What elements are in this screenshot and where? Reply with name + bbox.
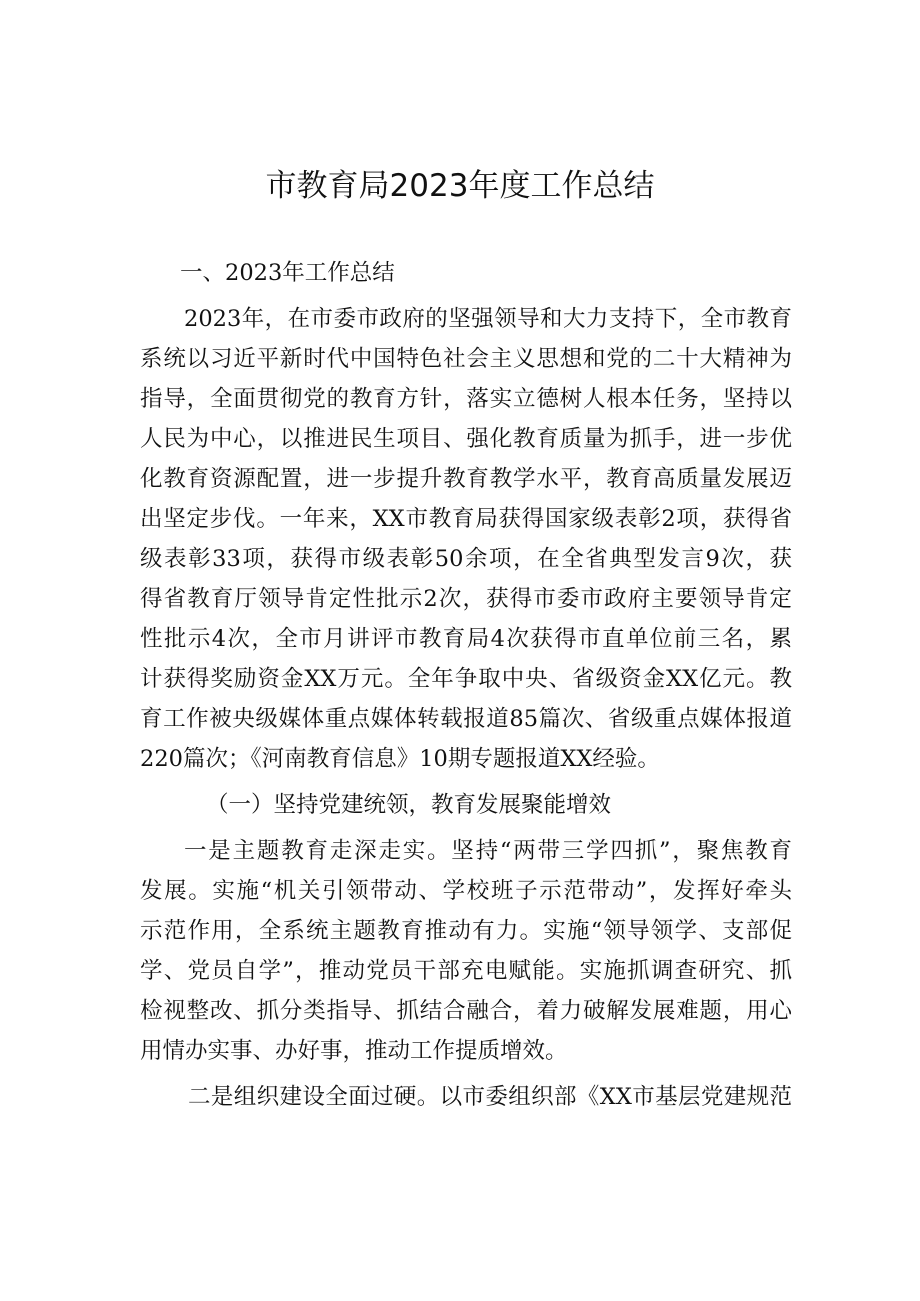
document-title: 市教育局2023年度工作总结 <box>265 168 655 204</box>
paragraph-line: 出坚定步伐。一年来，XX市教育局获得国家级表彰2项，获得省 <box>140 506 792 532</box>
paragraph-line: 得省教育厅领导肯定性批示2次，获得市委市政府主要领导肯定 <box>140 586 792 612</box>
paragraph-line: 示范作用，全系统主题教育推动有力。实施“领导领学、支部促 <box>140 918 792 944</box>
paragraph-line: 指导，全面贯彻党的教育方针，落实立德树人根本任务，坚持以 <box>140 386 792 412</box>
paragraph-line: 级表彰33项，获得市级表彰50余项，在全省典型发言9次，获 <box>140 546 792 572</box>
paragraph-line: 计获得奖励资金XX万元。全年争取中央、省级资金XX亿元。教 <box>140 666 792 692</box>
paragraph-line: 系统以习近平新时代中国特色社会主义思想和党的二十大精神为 <box>140 346 792 372</box>
paragraph-line: 一是主题教育走深走实。坚持“两带三学四抓”，聚焦教育 <box>184 838 792 864</box>
paragraph-line: 检视整改、抓分类指导、抓结合融合，着力破解发展难题，用心 <box>140 998 792 1024</box>
subsection-heading: （一）坚持党建统领，教育发展聚能增效 <box>206 792 612 818</box>
paragraph-line: 二是组织建设全面过硬。以市委组织部《XX市基层党建规范 <box>188 1084 792 1110</box>
paragraph-line: 化教育资源配置，进一步提升教育教学水平，教育高质量发展迈 <box>140 466 792 492</box>
paragraph-line: 育工作被央级媒体重点媒体转载报道85篇次、省级重点媒体报道 <box>140 706 792 732</box>
paragraph-line: 学、党员自学”，推动党员干部充电赋能。实施抓调查研究、抓 <box>140 958 792 984</box>
paragraph-line: 用情办实事、办好事，推动工作提质增效。 <box>140 1038 568 1064</box>
paragraph-line: 220篇次；《河南教育信息》10期专题报道XX经验。 <box>140 746 660 772</box>
paragraph-line: 人民为中心，以推进民生项目、强化教育质量为抓手，进一步优 <box>140 426 792 452</box>
paragraph-line: 2023年，在市委市政府的坚强领导和大力支持下，全市教育 <box>184 306 792 332</box>
section-heading: 一、2023年工作总结 <box>180 260 395 286</box>
paragraph-line: 发展。实施“机关引领带动、学校班子示范带动”，发挥好牵头 <box>140 878 792 904</box>
paragraph-line: 性批示4次，全市月讲评市教育局4次获得市直单位前三名，累 <box>140 626 792 652</box>
